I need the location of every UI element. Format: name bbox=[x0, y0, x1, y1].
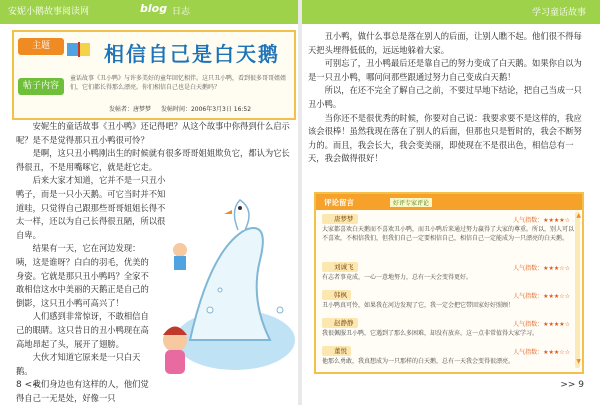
article-header-box bbox=[12, 30, 296, 120]
page-number-left: 8 << bbox=[16, 380, 40, 390]
comment-text: 他那么勇敢，我真想成为一只那样的白天鹅，总有一天我会变得很漂亮。 bbox=[322, 358, 515, 365]
article-intro: 童话故事《丑小鸭》与许多美好的童年回忆相伴。这只丑小鸭，看到很多哥哥姐姐们，它们都长得那么漂亮。你们相信自己也是白天鹅吗？ bbox=[70, 75, 287, 91]
comments-scrollbar[interactable] bbox=[575, 212, 580, 368]
comments-subtitle: 好评专家评论 bbox=[390, 198, 432, 207]
comment-text: 丑小鸭真可怜，如果我在河边发现了它，我一定会把它带回家好好照顾！ bbox=[322, 302, 515, 309]
left-paragraph: 我们身边也有这样的人，他们觉得自己一无是处，好像一只 bbox=[16, 379, 149, 403]
left-paragraph: 大伙才知道它原来是一只白天鹅。 bbox=[16, 352, 141, 376]
comment-author: 刘诚飞 bbox=[322, 262, 358, 272]
section-title: 学习童话故事 bbox=[531, 8, 586, 18]
left-paragraph: 是啊，这只丑小鸭刚出生的时候就有很多哥哥姐姐欺负它，都认为它长得很丑，不是用嘴啄它，就是赶它走。 bbox=[16, 148, 290, 172]
theme-tab: 主题 bbox=[18, 38, 64, 55]
swan-illustration bbox=[150, 190, 300, 385]
article-title: 相信自己是白天鹅 bbox=[104, 42, 280, 66]
top-bar-right bbox=[300, 0, 600, 24]
comment-rating: 人气指数：★★★☆☆ bbox=[513, 265, 570, 272]
blog-suffix: 日志 bbox=[172, 7, 191, 17]
right-paragraph: 丑小鸭，做什么事总是落在别人的后面，让别人瞧不起。他们很不得每天把头埋得低低的，远远地躲着大家。 bbox=[308, 31, 582, 55]
scroll-up-icon[interactable]: ▲ bbox=[576, 212, 581, 219]
comment-text: 大家都喜欢白天鹅而不喜欢丑小鸭，而丑小鸭后来通过努力赢得了大家的尊重。所以，别人可以不喜欢，不相信我们，但我们自己一定要相信自己，相信自己一定能成为一只漂亮的白天鹅。 bbox=[322, 226, 575, 242]
content-tab: 帖子内容 bbox=[18, 78, 64, 95]
comments-title: 评论留言 bbox=[324, 198, 354, 207]
comment-item bbox=[322, 318, 574, 342]
right-page-body bbox=[308, 30, 588, 166]
right-paragraph: 当你还不是很优秀的时候，你要对自己说：我要求要不是这样的，我应该会很棒！虽然我现在落在了别人的后面，但那也只是暂时的，我会不断努力的。而且，我会长大，我会变美丽，即使现在不是很出色，相信总有一天，我会做得很好！ bbox=[308, 112, 582, 164]
scroll-down-icon[interactable]: ▼ bbox=[576, 358, 581, 365]
comment-item bbox=[322, 262, 574, 286]
comment-text: 我很佩服丑小鸭，它遇到了那么多困难，却没有放弃，这一点非常值得大家学习。 bbox=[322, 330, 539, 337]
comments-box bbox=[314, 192, 584, 374]
comment-author: 唐梦梦 bbox=[322, 214, 358, 224]
right-paragraph: 可别忘了，丑小鸭最后还是靠自己的努力变成了白天鹅。如果你自以为是一只丑小鸭，哪问问那些跟通过努力自己变成白天鹅！ bbox=[308, 58, 582, 82]
comment-text: 有志者事竟成，一心一意地努力，总有一天会变得更好。 bbox=[322, 274, 473, 281]
book-icon bbox=[66, 40, 92, 58]
author-label: 发帖者：唐梦梦 bbox=[109, 106, 152, 113]
site-title: 安妮小鹅故事阅读网 bbox=[8, 7, 90, 17]
blog-word: blog bbox=[140, 2, 168, 15]
comment-item bbox=[322, 346, 574, 370]
comment-rating: 人气指数：★★★★☆ bbox=[513, 217, 570, 224]
time-label: 发帖时间：2006年3月3日 16:52 bbox=[160, 106, 252, 113]
page-number-right: >> 9 bbox=[560, 380, 584, 390]
comments-header bbox=[316, 194, 582, 210]
left-paragraph: 结果有一天，它在河边发现：咦，这是谁呀？白白的羽毛，优美的身姿。它就是那只丑小鸭吗？全家不敢相信这水中美丽的天鹅正是自己的倒影，这只丑小鸭可高兴了！ bbox=[16, 243, 149, 308]
comment-author: 韩枫 bbox=[322, 290, 351, 300]
comment-item bbox=[322, 290, 574, 314]
left-paragraph: 人们感到非常惊讶，不敢相信自己的眼睛。这只昔日的丑小鸭现在高高地昂起了头，展开了翅膀。 bbox=[16, 311, 149, 349]
comment-author: 赵静静 bbox=[322, 318, 358, 328]
comment-rating: 人气指数：★★★★☆ bbox=[513, 321, 570, 328]
comment-item bbox=[322, 214, 574, 254]
comment-rating: 人气指数：★★★☆☆ bbox=[513, 293, 570, 300]
right-paragraph: 所以，在还不完全了解自己之前，不要过早地下结论，把自己当成一只丑小鸭。 bbox=[308, 85, 582, 109]
top-bar-left bbox=[0, 0, 300, 24]
left-paragraph: 后来大家才知道，它并不是一只丑小鸭子，而是一只小天鹅。可它当时并不知道哇，只觉得自己跟那些哥哥姐姐长得不太一样，还以为自己长得很丑陋，所以很自卑。 bbox=[16, 175, 166, 240]
article-meta bbox=[109, 104, 259, 113]
left-paragraph: 安妮生的童话故事《丑小鸭》还记得吧？从这个故事中你得到什么启示呢？是不是觉得那只丑小鸭很可怜？ bbox=[16, 121, 290, 145]
comment-author: 董悦 bbox=[322, 346, 351, 356]
comment-rating: 人气指数：★★★☆☆ bbox=[513, 349, 570, 356]
